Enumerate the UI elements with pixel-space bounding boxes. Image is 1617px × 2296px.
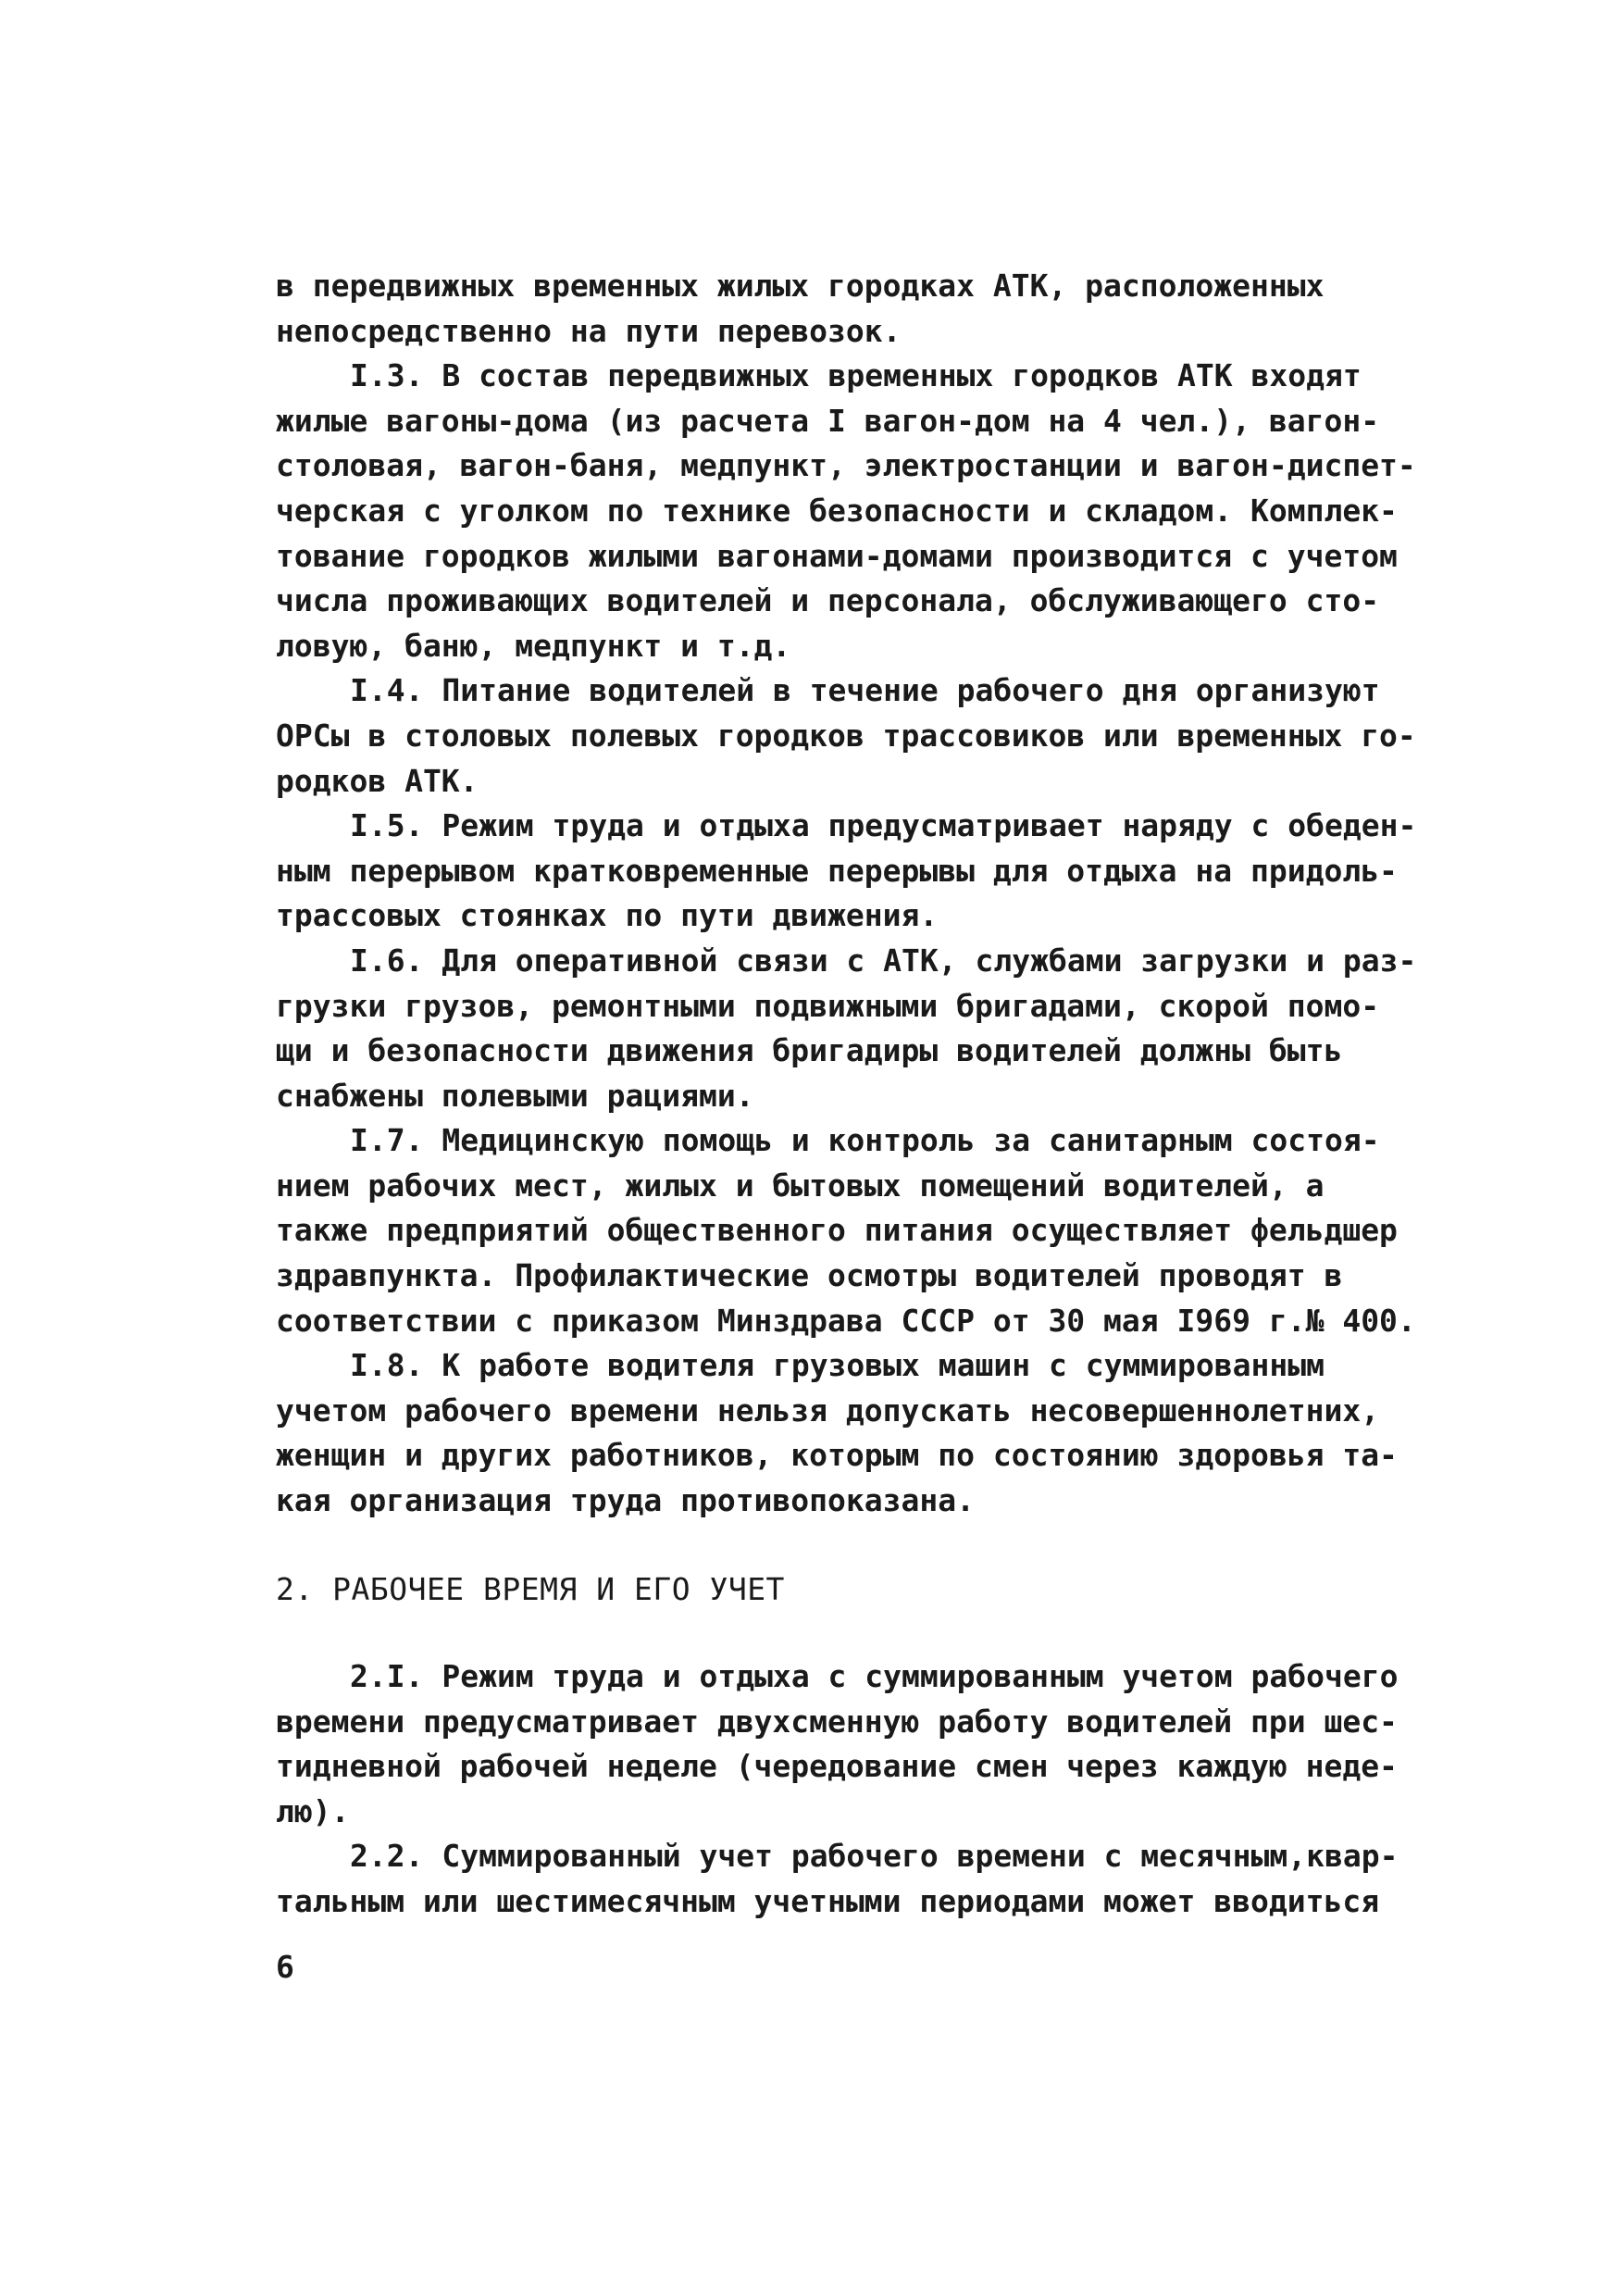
paragraph-1-3-start: I.3. В состав передвижных временных городков АТК входят — [350, 357, 1362, 394]
text-line: кая организация труда противопоказана. — [276, 1482, 975, 1519]
paragraph-2-1-start: 2.I. Режим труда и отдыха с суммированным учетом рабочего — [350, 1658, 1399, 1694]
text-line: здравпункта. Профилактические осмотры водителей проводят в — [276, 1257, 1343, 1294]
text-line: в передвижных временных жилых городках АТК, расположенных — [276, 268, 1325, 304]
text-line: соответствии с приказом Минздрава СССР от 30 мая I969 г.№ 400. — [276, 1302, 1416, 1339]
text-line: черская с уголком по технике безопасности и складом. Комплек- — [276, 492, 1398, 529]
page-number: 6 — [276, 1949, 294, 1985]
text-line: грузки грузов, ремонтными подвижными бригадами, скорой помо- — [276, 987, 1380, 1024]
text-line: лю). — [276, 1792, 350, 1829]
text-line: трассовых стоянках по пути движения. — [276, 897, 939, 934]
text-line: снабжены полевыми рациями. — [276, 1077, 754, 1114]
text-line: ным перерывом кратковременные перерывы для отдыха на придоль- — [276, 852, 1398, 889]
text-line: родков АТК. — [276, 762, 479, 799]
text-line: также предприятий общественного питания осуществляет фельдшер — [276, 1212, 1398, 1249]
text-line: жилые вагоны-дома (из расчета I вагон-дом на 4 чел.), вагон- — [276, 402, 1380, 439]
paragraph-1-5-start: I.5. Режим труда и отдыха предусматривает наряду с обеден- — [350, 807, 1417, 844]
text-line: столовая, вагон-баня, медпункт, электростанции и вагон-диспет- — [276, 447, 1416, 484]
text-line: времени предусматривает двухсменную работу водителей при шес- — [276, 1703, 1398, 1740]
text-line: тидневной рабочей неделе (чередование смен через каждую неде- — [276, 1748, 1398, 1785]
paragraph-1-4-start: I.4. Питание водителей в течение рабочего дня организуют — [350, 672, 1380, 709]
text-line: тальным или шестимесячным учетными периодами может вводиться — [276, 1882, 1380, 1919]
paragraph-1-7-start: I.7. Медицинскую помощь и контроль за санитарным состоя- — [350, 1122, 1380, 1159]
paragraph-1-8-start: I.8. К работе водителя грузовых машин с суммированным — [350, 1347, 1325, 1384]
text-line: учетом рабочего времени нельзя допускать несовершеннолетних, — [276, 1391, 1380, 1429]
text-line: тование городков жилыми вагонами-домами производится с учетом — [276, 537, 1398, 574]
text-line: числа проживающих водителей и персонала, обслуживающего сто- — [276, 582, 1380, 619]
section-2-heading: 2. РАБОЧЕЕ ВРЕМЯ И ЕГО УЧЕТ — [276, 1571, 785, 1607]
text-line: женщин и других работников, которым по состоянию здоровья та- — [276, 1437, 1398, 1474]
paragraph-1-6-start: I.6. Для оперативной связи с АТК, службами загрузки и раз- — [350, 942, 1417, 979]
section-1-text — [276, 264, 1417, 1524]
text-line: ОРСы в столовых полевых городков трассовиков или временных го- — [276, 717, 1416, 754]
text-line: нием рабочих мест, жилых и бытовых помещений водителей, а — [276, 1167, 1325, 1204]
paragraph-2-2-start: 2.2. Суммированный учет рабочего времени с месячным,квар- — [350, 1838, 1399, 1875]
text-line: ловую, баню, медпункт и т.д. — [276, 627, 791, 664]
text-line: щи и безопасности движения бригадиры водителей должны быть — [276, 1032, 1343, 1069]
section-2-text — [276, 1654, 1400, 1925]
text-line: непосредственно на пути перевозок. — [276, 312, 902, 349]
